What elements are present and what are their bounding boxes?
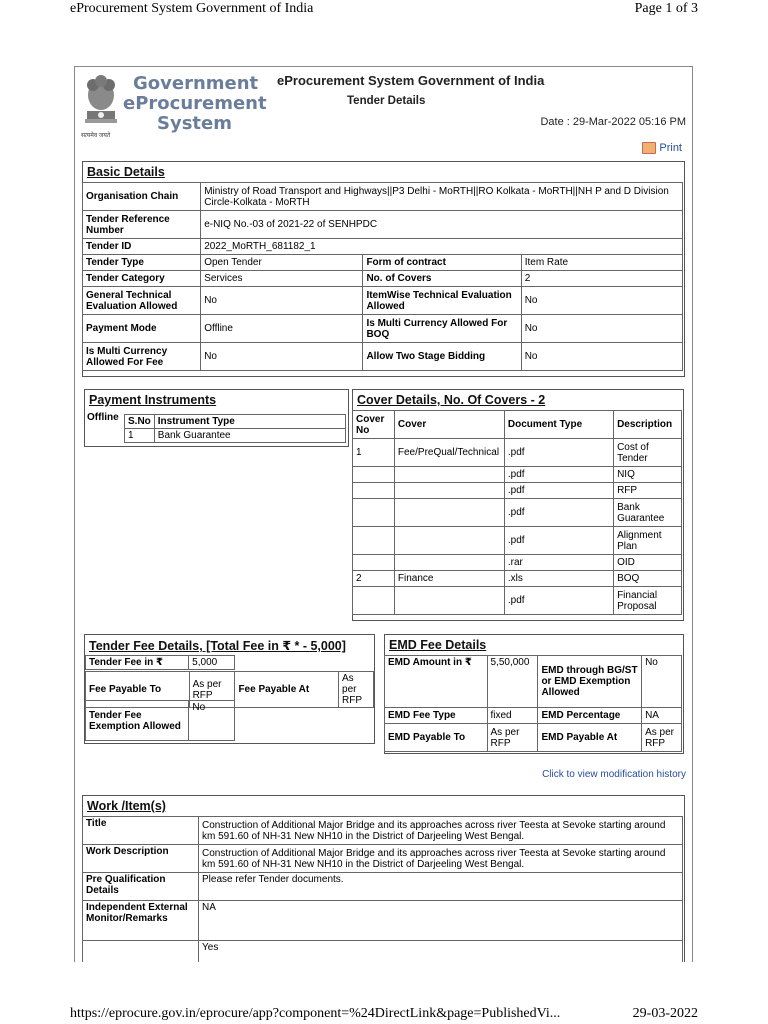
tender-fee-section (84, 634, 375, 744)
table-row (125, 429, 346, 443)
emd-type-value: fixed (487, 708, 538, 724)
org-chain-label: Organisation Chain (83, 183, 201, 211)
cover-name: Finance (394, 571, 504, 587)
mc-boq-value: No (521, 315, 682, 343)
tender-fee-title: Tender Fee Details, [Total Fee in ₹ * - 5,000] (89, 639, 346, 653)
prequal-label: Pre Qualification Details (83, 873, 199, 901)
doc-description: NIQ (614, 467, 682, 483)
form-contract-label: Form of contract (363, 255, 521, 271)
payment-mode-value: Offline (201, 315, 363, 343)
doc-type: .xls (504, 571, 613, 587)
doc-type: .pdf (504, 527, 613, 555)
gte-value: No (201, 287, 363, 315)
emd-through-label: EMD through BG/ST or EMD Exemption Allowed (538, 656, 642, 708)
emd-percentage-value: NA (642, 708, 682, 724)
print-footer (70, 1006, 698, 1024)
org-chain-value: Ministry of Road Transport and Highways||P3 Delhi - MoRTH||RO Kolkata - MoRTH||NH P and D Division Circle-Kolkata - MoRTH (201, 183, 683, 211)
table-row (353, 483, 682, 499)
logo-line-3: System (157, 113, 232, 134)
col-instrument-type: Instrument Type (154, 415, 345, 429)
tender-category-value: Services (201, 271, 363, 287)
gte-label: General Technical Evaluation Allowed (83, 287, 201, 315)
tender-type-value: Open Tender (201, 255, 363, 271)
monitor-value: NA (199, 901, 683, 941)
cover-no (353, 499, 395, 527)
logo-line-2: eProcurement (123, 93, 267, 114)
doc-type: .pdf (504, 467, 613, 483)
print-button[interactable] (642, 142, 682, 154)
table-row (353, 571, 682, 587)
report-date: Date : 29-Mar-2022 05:16 PM (540, 116, 686, 128)
doc-type: .pdf (504, 499, 613, 527)
emd-payable-to-label: EMD Payable To (385, 724, 488, 752)
emd-payable-to-value: As per RFP (487, 724, 538, 752)
tender-details-page (74, 66, 693, 962)
table-row (353, 439, 682, 467)
emblem-caption: सत्यमेव जयते (81, 133, 111, 139)
two-stage-value: No (521, 343, 682, 371)
doc-type: .pdf (504, 587, 613, 615)
prequal-value: Please refer Tender documents. (199, 873, 683, 901)
cover-name (394, 499, 504, 527)
tender-ref-value: e-NIQ No.-03 of 2021-22 of SENHPDC (201, 211, 683, 239)
payment-instruments-section (84, 389, 349, 447)
tender-fee-label: Tender Fee in ₹ (86, 656, 189, 670)
payment-instruments-title: Payment Instruments (89, 393, 217, 407)
tender-type-label: Tender Type (83, 255, 201, 271)
mc-fee-label: Is Multi Currency Allowed For Fee (83, 343, 201, 371)
two-stage-label: Allow Two Stage Bidding (363, 343, 521, 371)
emd-type-label: EMD Fee Type (385, 708, 488, 724)
truncated-value: Yes (199, 941, 683, 963)
tender-ref-label: Tender Reference Number (83, 211, 201, 239)
cover-no (353, 555, 395, 571)
cover-name (394, 527, 504, 555)
doc-type: .pdf (504, 483, 613, 499)
gepnic-logo (77, 69, 267, 143)
print-date: 29-03-2022 (632, 1006, 698, 1021)
instrument-sno: 1 (125, 429, 155, 443)
emd-fee-section (384, 634, 684, 754)
cover-details-section (352, 389, 684, 621)
cover-name (394, 587, 504, 615)
truncated-label (83, 941, 199, 963)
doc-description: OID (614, 555, 682, 571)
emd-amount-label: EMD Amount in ₹ (385, 656, 488, 708)
col-document-type: Document Type (504, 411, 613, 439)
printer-icon (642, 142, 656, 154)
cover-details-title: Cover Details, No. Of Covers - 2 (357, 393, 546, 407)
cover-no (353, 467, 395, 483)
fee-payable-to-label: Fee Payable To (86, 672, 190, 708)
table-row (353, 555, 682, 571)
logo-line-1: Government (133, 73, 259, 94)
col-cover: Cover (394, 411, 504, 439)
state-emblem-icon (79, 71, 123, 131)
cover-no (353, 527, 395, 555)
doc-description: Financial Proposal (614, 587, 682, 615)
print-header (70, 0, 698, 18)
doc-description: BOQ (614, 571, 682, 587)
cover-no (353, 483, 395, 499)
doc-description: Cost of Tender (614, 439, 682, 467)
mc-boq-label: Is Multi Currency Allowed For BOQ (363, 315, 521, 343)
page-url: https://eprocure.gov.in/eprocure/app?component=%24DirectLink&page=PublishedVi... (70, 1006, 561, 1021)
print-label: Print (659, 142, 682, 154)
emd-payable-at-value: As per RFP (642, 724, 682, 752)
col-sno: S.No (125, 415, 155, 429)
doc-description: RFP (614, 483, 682, 499)
doc-description: Bank Guarantee (614, 499, 682, 527)
modification-history-link[interactable]: Click to view modification history (542, 769, 686, 780)
work-description-value: Construction of Additional Major Bridge and its approaches across river Teesta at Sevoke starting around km 591.60 of NH-31 New NH10 in the District of Darjeeling West Bengal. (199, 845, 683, 873)
table-row (353, 527, 682, 555)
fee-payable-at-label: Fee Payable At (235, 672, 339, 708)
doc-type: .rar (504, 555, 613, 571)
payment-mode-offline: Offline (87, 412, 119, 423)
emd-fee-title: EMD Fee Details (389, 638, 487, 652)
no-covers-value: 2 (521, 271, 682, 287)
monitor-label: Independent External Monitor/Remarks (83, 901, 199, 941)
page-subtitle: Tender Details (347, 95, 426, 107)
payment-mode-label: Payment Mode (83, 315, 201, 343)
cover-name (394, 467, 504, 483)
work-title-value: Construction of Additional Major Bridge and its approaches across river Teesta at Sevoke starting around km 591.60 of NH-31 New NH10 in the District of Darjeeling West Bengal. (199, 817, 683, 845)
table-row (353, 467, 682, 483)
print-header-title: eProcurement System Government of India (70, 1, 314, 16)
form-contract-value: Item Rate (521, 255, 682, 271)
doc-type: .pdf (504, 439, 613, 467)
emd-amount-value: 5,50,000 (487, 656, 538, 708)
basic-details-section (82, 161, 685, 377)
col-cover-no: Cover No (353, 411, 395, 439)
work-item-title: Work /Item(s) (87, 799, 166, 813)
table-row (353, 499, 682, 527)
fee-payable-at-value: As per RFP (339, 672, 374, 708)
page-title: eProcurement System Government of India (277, 73, 545, 88)
logo-wordmark (123, 73, 267, 134)
mc-fee-value: No (201, 343, 363, 371)
table-row (353, 587, 682, 615)
cover-name (394, 483, 504, 499)
fee-payable-to-value: As per RFP (189, 672, 235, 708)
work-title-label: Title (83, 817, 199, 845)
work-item-section (82, 795, 685, 962)
iwte-value: No (521, 287, 682, 315)
tender-fee-value: 5,000 (189, 656, 235, 670)
cover-no (353, 587, 395, 615)
work-description-label: Work Description (83, 845, 199, 873)
page-number: Page 1 of 3 (634, 1, 698, 16)
no-covers-label: No. of Covers (363, 271, 521, 287)
cover-name (394, 555, 504, 571)
instrument-type: Bank Guarantee (154, 429, 345, 443)
cover-no: 2 (353, 571, 395, 587)
tender-id-value: 2022_MoRTH_681182_1 (201, 239, 683, 255)
emd-through-value: No (642, 656, 682, 708)
cover-name: Fee/PreQual/Technical (394, 439, 504, 467)
emd-percentage-label: EMD Percentage (538, 708, 642, 724)
cover-no: 1 (353, 439, 395, 467)
tender-category-label: Tender Category (83, 271, 201, 287)
col-description: Description (614, 411, 682, 439)
emd-payable-at-label: EMD Payable At (538, 724, 642, 752)
doc-description: Alignment Plan (614, 527, 682, 555)
iwte-label: ItemWise Technical Evaluation Allowed (363, 287, 521, 315)
fee-exemption-label: Tender Fee Exemption Allowed (86, 701, 189, 741)
basic-details-title: Basic Details (87, 165, 165, 179)
tender-id-label: Tender ID (83, 239, 201, 255)
fee-exemption-value: No (189, 701, 235, 741)
